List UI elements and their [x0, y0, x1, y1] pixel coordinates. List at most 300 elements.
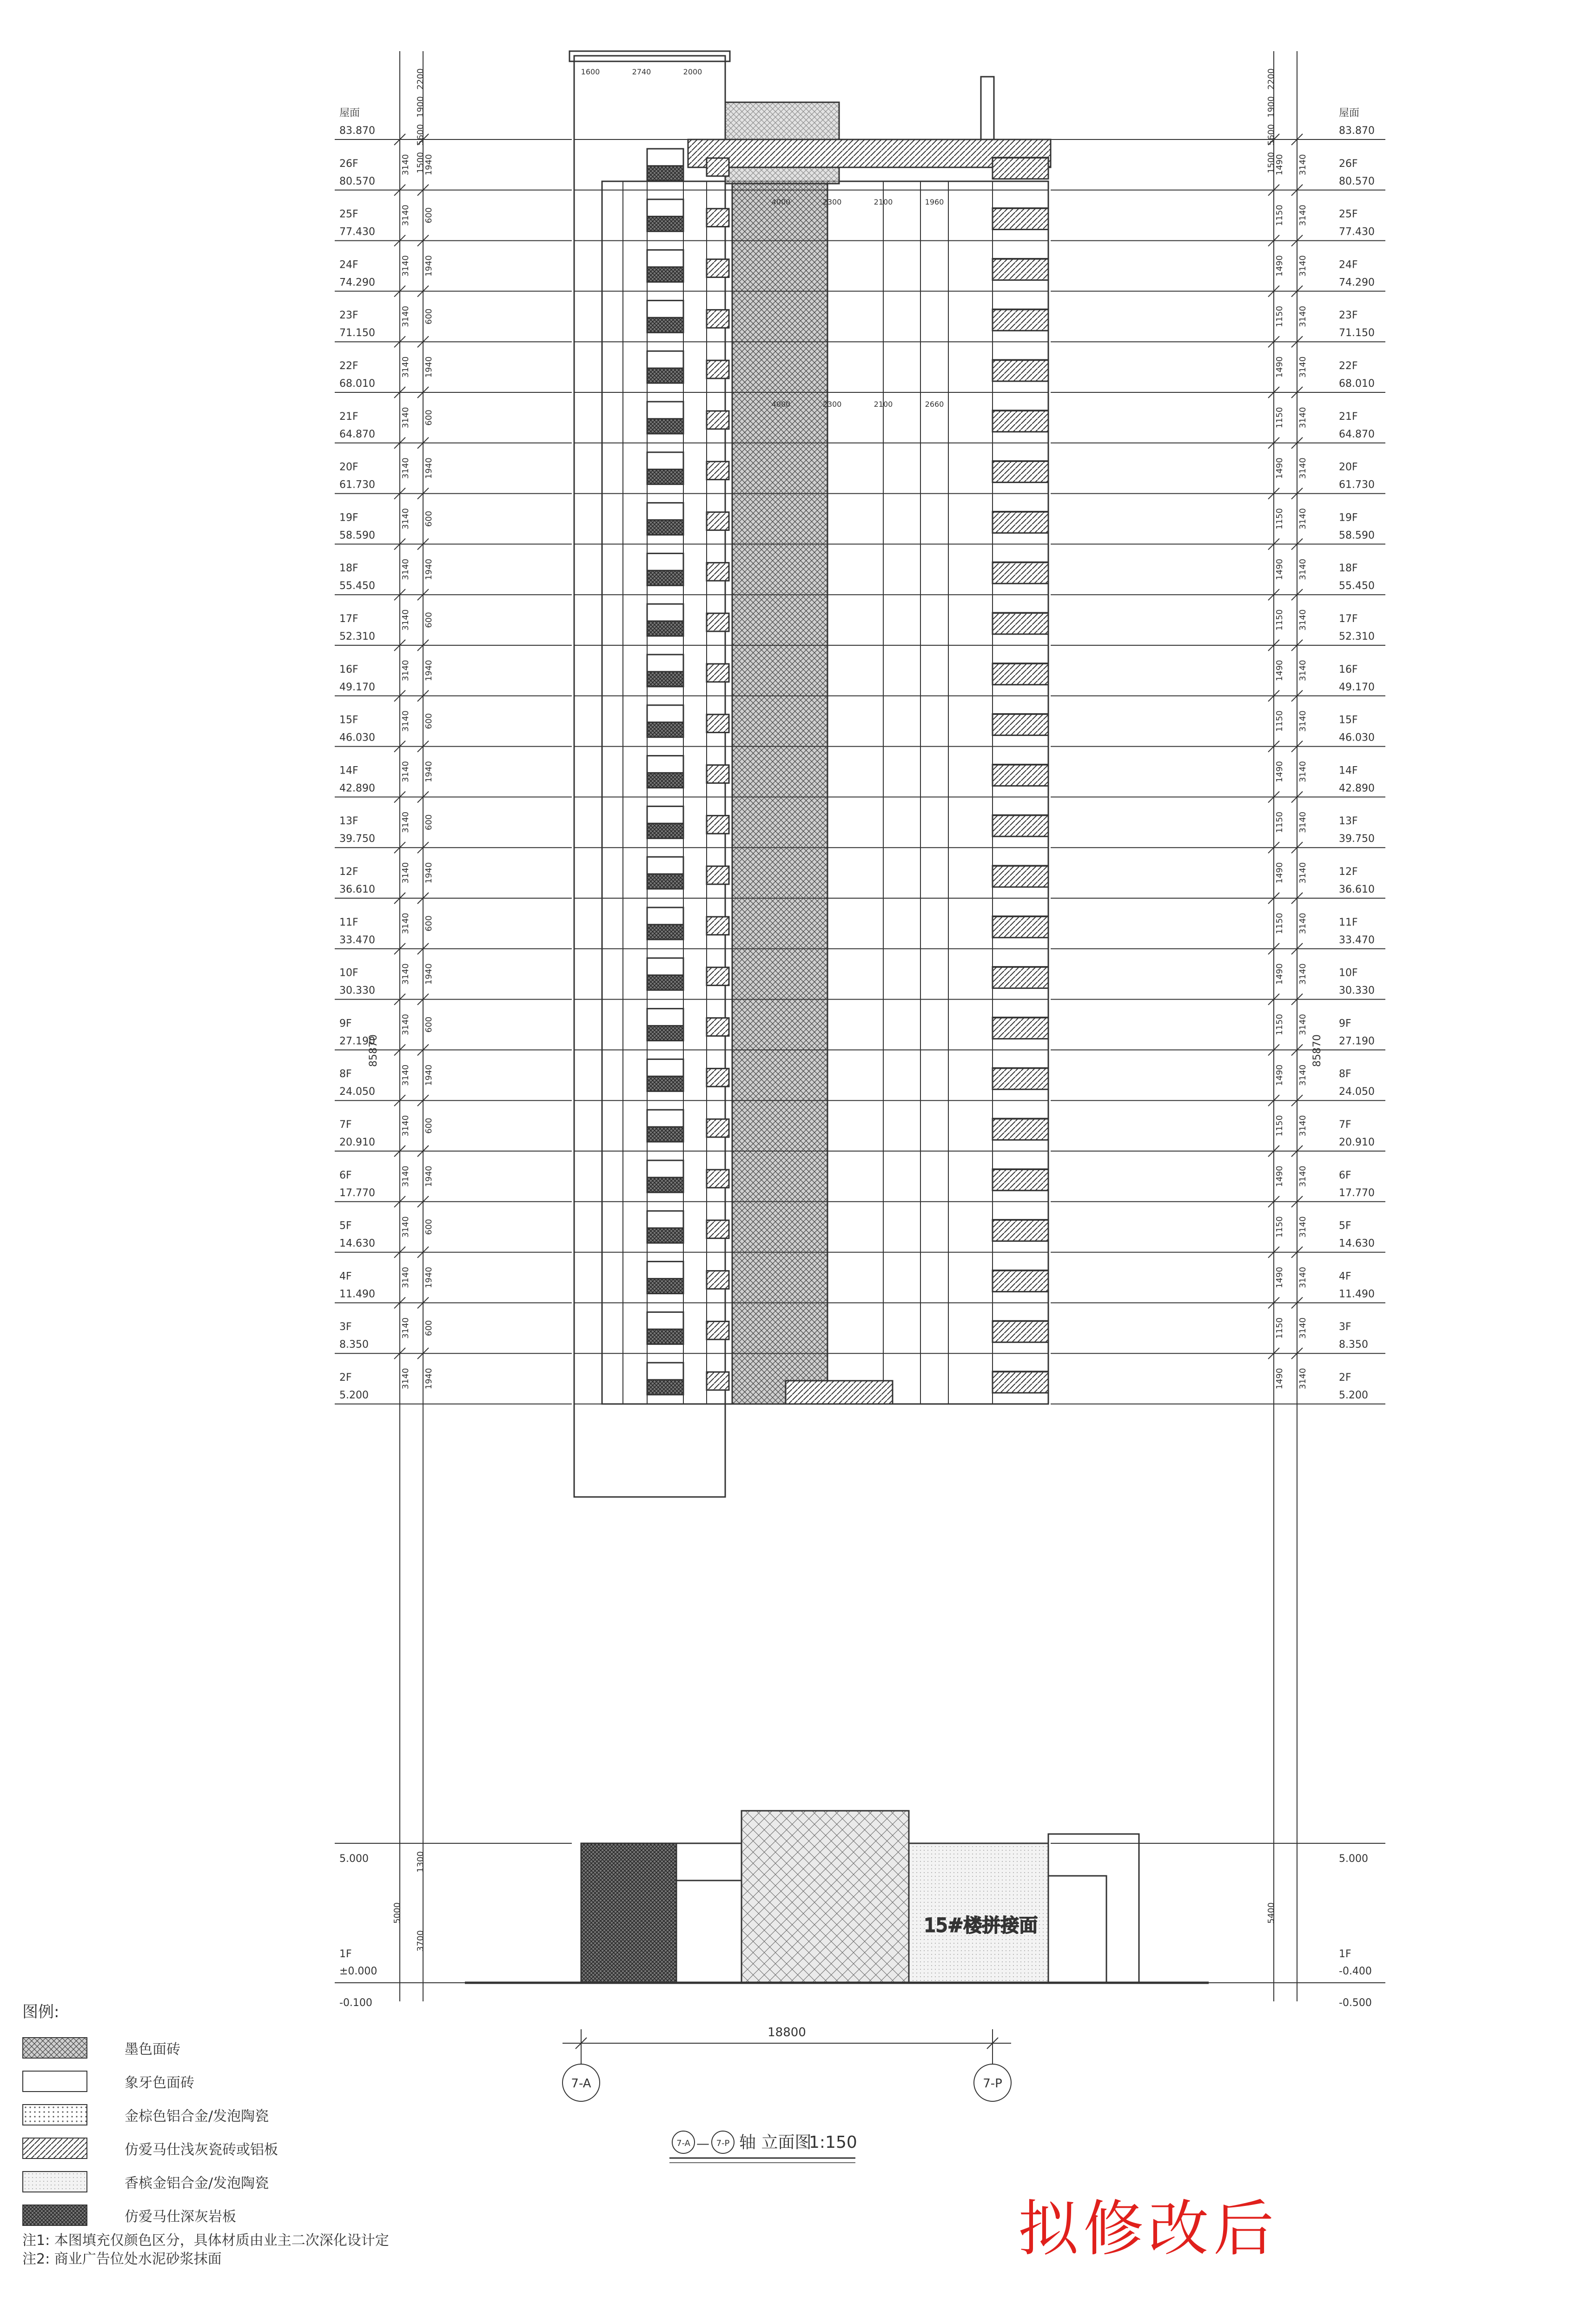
- dim-left-inner-label: 1940: [424, 761, 434, 782]
- level-floor-label: 21F: [339, 411, 358, 423]
- level-elevation-label: 24.050: [1339, 1086, 1375, 1098]
- dim-upper-label: 2100: [874, 198, 893, 206]
- dim-right-inner-label: 1490: [1275, 1165, 1284, 1187]
- balcony-right: [993, 411, 1048, 432]
- dim-right-inner-label: 1150: [1275, 811, 1284, 833]
- dim-right-inner-label: 1150: [1275, 710, 1284, 732]
- level-floor-label: 18F: [1339, 563, 1358, 575]
- level-elevation-label: 20.910: [1339, 1137, 1375, 1148]
- legend-swatch: [22, 2037, 87, 2059]
- drawing-scale: 1:150: [809, 2133, 857, 2152]
- level-elevation-label: 68.010: [1339, 378, 1375, 390]
- level-floor-label: 1F: [1339, 1948, 1351, 1960]
- balcony-right: [993, 1371, 1048, 1393]
- level-elevation-label: 27.190: [339, 1035, 375, 1047]
- dim-left-outer-label: 3140: [401, 1064, 410, 1086]
- level-floor-label: 2F: [1339, 1372, 1351, 1384]
- level-floor-label: 26F: [339, 158, 358, 170]
- dim-right-inner-label: 1150: [1275, 1216, 1284, 1238]
- level-elevation-label: 39.750: [339, 833, 375, 845]
- spandrel-left: [647, 1127, 683, 1142]
- spandrel-left: [647, 672, 683, 687]
- level-elevation-label: 83.870: [1339, 125, 1375, 137]
- dim-left-outer-label: 3140: [401, 305, 410, 327]
- dim-right-outer-label: 3140: [1298, 913, 1308, 934]
- legend-item: [22, 2132, 441, 2165]
- level-elevation-label: -0.400: [1339, 1966, 1372, 1977]
- note-1: 注1: 本图填充仅颜色区分，具体材质由业主二次深化设计定: [22, 2232, 389, 2249]
- dim-left-inner-label: 600: [424, 713, 434, 729]
- dim-left-outer-label: 3140: [401, 1317, 410, 1339]
- dim-left-outer-label: 3140: [401, 508, 410, 530]
- dim-right-inner-label: 1490: [1275, 457, 1284, 479]
- level-elevation-label: ±0.000: [339, 1966, 377, 1977]
- level-floor-label: 20F: [339, 461, 358, 473]
- spandrel-left: [647, 1178, 683, 1192]
- legend-swatch-fill: [23, 2205, 87, 2226]
- legend-items: [22, 2031, 441, 2232]
- spandrel-left: [647, 1228, 683, 1243]
- balcony-right: [993, 1220, 1048, 1241]
- legend-label: 象牙色面砖: [125, 2075, 194, 2091]
- dim-left-outer-label: 3140: [401, 1165, 410, 1187]
- roof-chimney: [981, 77, 994, 139]
- spandrel-left: [647, 470, 683, 484]
- dim-left-inner-label: 1940: [424, 1368, 434, 1390]
- spandrel-left: [647, 318, 683, 332]
- dim-top-right: 5600: [1266, 124, 1276, 146]
- dim-right-outer-label: 3140: [1298, 205, 1308, 226]
- level-floor-label: 17F: [1339, 613, 1358, 625]
- dim-left-outer-label: 3140: [401, 811, 410, 833]
- level-elevation-label: 49.170: [339, 681, 375, 693]
- level-floor-label: 10F: [1339, 967, 1358, 979]
- dim-left-outer-label: 3140: [401, 356, 410, 378]
- dim-left-inner-label: 1940: [424, 1165, 434, 1187]
- dim-roof-label: 1600: [581, 67, 600, 76]
- balcony-right: [993, 461, 1048, 483]
- dim-left-inner-label: 600: [424, 1320, 434, 1336]
- level-elevation-label: 58.590: [339, 530, 375, 542]
- note-2: 注2: 商业广告位处水泥砂浆抹面: [22, 2251, 222, 2267]
- title-axis-right: 7-P: [716, 2139, 730, 2148]
- dim-mid-label: 2100: [874, 400, 893, 409]
- dim-right-outer-label: 3140: [1298, 1014, 1308, 1035]
- spandrel-left: [647, 773, 683, 788]
- balcony-right: [993, 1169, 1048, 1191]
- balcony-right: [993, 1119, 1048, 1140]
- level-elevation-label: 49.170: [1339, 681, 1375, 693]
- level-floor-label: 6F: [339, 1169, 352, 1181]
- dim-left-outer-label: 3140: [401, 1368, 410, 1390]
- dim-right-outer-label: 3140: [1298, 811, 1308, 833]
- balcony-window: [707, 866, 729, 884]
- level-floor-label: 23F: [339, 310, 358, 322]
- spandrel-left: [647, 419, 683, 434]
- dim-right-outer-label: 3140: [1298, 1368, 1308, 1390]
- dim-upper-label: 4000: [771, 198, 791, 206]
- spandrel-left: [647, 267, 683, 282]
- level-floor-label: 6F: [1339, 1169, 1351, 1181]
- dim-right-outer-label: 3140: [1298, 305, 1308, 327]
- dim-right-outer-label: 3140: [1298, 609, 1308, 631]
- dim-left-outer-label: 3140: [401, 963, 410, 985]
- balcony-right: [993, 916, 1048, 938]
- drawing-title: 轴 立面图: [739, 2133, 812, 2152]
- level-elevation-label: 42.890: [1339, 782, 1375, 795]
- dim-right-inner-label: 1150: [1275, 508, 1284, 530]
- core-tile-panel: [732, 181, 827, 1404]
- level-elevation-label: 36.610: [339, 884, 375, 895]
- legend-swatch: [22, 2138, 87, 2159]
- overall-width-label: 18800: [768, 2026, 806, 2039]
- dim-upper-label: 2300: [822, 198, 842, 206]
- level-floor-label: 8F: [339, 1068, 352, 1080]
- dim-right-inner-label: 1490: [1275, 761, 1284, 782]
- level-elevation-label: 71.150: [339, 327, 375, 339]
- balcony-right: [993, 663, 1048, 685]
- level-floor-label: 23F: [1339, 310, 1358, 322]
- balcony-window: [707, 1220, 729, 1238]
- level-elevation-label: 80.570: [1339, 175, 1375, 187]
- level-elevation-label: 64.870: [1339, 428, 1375, 440]
- dim-right-outer-label: 3140: [1298, 862, 1308, 884]
- dim-left-outer-label: 3140: [401, 255, 410, 277]
- balcony-right: [993, 866, 1048, 887]
- level-elevation-label: 77.430: [339, 226, 375, 238]
- dim-right-outer-label: 3140: [1298, 1064, 1308, 1086]
- level-floor-label: 屋面: [1339, 107, 1360, 119]
- dim-left-inner-label: 1940: [424, 963, 434, 985]
- balcony-right: [993, 511, 1048, 533]
- dim-left-inner-label: 600: [424, 814, 434, 830]
- dim-left-outer-label: 3140: [401, 609, 410, 631]
- balcony-window: [707, 1271, 729, 1289]
- level-floor-label: 3F: [1339, 1321, 1351, 1333]
- level-elevation-label: 24.050: [339, 1086, 375, 1098]
- dim-left-inner-label: 1940: [424, 356, 434, 378]
- balcony-right: [993, 815, 1048, 836]
- balcony-window: [707, 1170, 729, 1188]
- level-floor-label: 12F: [339, 866, 358, 878]
- dim-left-inner-label: 600: [424, 612, 434, 628]
- dim-base-left: 5000: [392, 1902, 402, 1924]
- level-floor-label: 18F: [339, 563, 358, 575]
- balcony-right: [993, 158, 1048, 179]
- balcony-right: [993, 309, 1048, 331]
- legend-swatch-fill: [23, 2139, 87, 2159]
- dim-left-outer-label: 3140: [401, 710, 410, 732]
- balcony-window: [707, 967, 729, 986]
- legend-swatch: [22, 2104, 87, 2125]
- level-floor-label: 8F: [1339, 1068, 1351, 1080]
- level-elevation-label: 52.310: [1339, 631, 1375, 642]
- legend-label: 墨色面砖: [125, 2041, 180, 2058]
- dim-right-inner-label: 1490: [1275, 862, 1284, 884]
- level-floor-label: 5F: [339, 1220, 352, 1232]
- level-floor-label: 22F: [339, 360, 358, 372]
- dim-left-inner-label: 600: [424, 1118, 434, 1134]
- balcony-window: [707, 1321, 729, 1339]
- level-floor-label: 13F: [339, 815, 358, 828]
- level-floor-label: 19F: [1339, 512, 1358, 524]
- level-floor-label: 1F: [339, 1948, 352, 1960]
- level-elevation-label: 61.730: [1339, 479, 1375, 491]
- dim-left-inner-label: 600: [424, 308, 434, 324]
- level-elevation-label: 46.030: [339, 732, 375, 744]
- dim-top-right: 1500: [1266, 152, 1276, 173]
- dim-right-inner-label: 1490: [1275, 1267, 1284, 1288]
- dim-left-outer-label: 3140: [401, 1267, 410, 1288]
- dim-right-outer-label: 3140: [1298, 1267, 1308, 1288]
- dim-right-outer-label: 3140: [1298, 154, 1308, 176]
- legend-item: [22, 2065, 441, 2098]
- dim-mid-label: 2660: [925, 400, 944, 409]
- legend-swatch: [22, 2071, 87, 2092]
- dim-left-outer-label: 3140: [401, 407, 410, 429]
- dim-left-outer-label: 3140: [401, 913, 410, 934]
- legend-label: 仿爱马仕浅灰瓷砖或铝板: [125, 2142, 278, 2158]
- dim-left-inner-label: 600: [424, 1219, 434, 1235]
- level-floor-label: 14F: [1339, 765, 1358, 777]
- dim-left-outer-label: 3140: [401, 457, 410, 479]
- legend-item: [22, 2198, 441, 2232]
- level-elevation-label: 71.150: [1339, 327, 1375, 339]
- legend-label: 香槟金铝合金/发泡陶瓷: [125, 2175, 269, 2192]
- level-floor-label: 24F: [1339, 259, 1358, 271]
- dim-top-right: 2200: [1266, 68, 1276, 90]
- level-floor-label: 4F: [339, 1271, 352, 1283]
- spandrel-left: [647, 925, 683, 940]
- dim-left-inner-label: 600: [424, 410, 434, 426]
- balcony-right: [993, 613, 1048, 634]
- legend-item: [22, 2165, 441, 2198]
- level-elevation-label: 20.910: [339, 1137, 375, 1148]
- dim-right-outer-label: 3140: [1298, 710, 1308, 732]
- legend-swatch-fill: [23, 2038, 87, 2059]
- dim-right-inner-label: 1150: [1275, 1014, 1284, 1035]
- level-floor-label: 14F: [339, 765, 358, 777]
- level-elevation-label: 68.010: [339, 378, 375, 390]
- balcony-right: [993, 714, 1048, 735]
- dim-top-left: 1900: [416, 96, 425, 118]
- balcony-window: [707, 917, 729, 935]
- dim-top-left: 1500: [416, 152, 425, 173]
- dim-right-inner-label: 1490: [1275, 1368, 1284, 1390]
- dim-left-outer-label: 3140: [401, 761, 410, 782]
- balcony-right: [993, 1017, 1048, 1039]
- level-below-label: -0.500: [1339, 1997, 1372, 2009]
- balcony-window: [707, 310, 729, 328]
- legend-item: [22, 2098, 441, 2132]
- parapet-label: 15#楼拼接面: [924, 1915, 1038, 1936]
- level-elevation-label: 61.730: [339, 479, 375, 491]
- dim-right-outer-label: 3140: [1298, 1317, 1308, 1339]
- spandrel-left: [647, 217, 683, 232]
- level-floor-label: 22F: [1339, 360, 1358, 372]
- level-elevation-label: 11.490: [1339, 1288, 1375, 1300]
- balcony-window: [707, 1068, 729, 1086]
- balcony-right: [993, 1270, 1048, 1291]
- dim-left-inner-label: 600: [424, 1016, 434, 1033]
- dim-right-outer-label: 3140: [1298, 508, 1308, 530]
- dim-left-inner-label: 1940: [424, 457, 434, 479]
- level-floor-label: 20F: [1339, 461, 1358, 473]
- dim-left-inner-label: 600: [424, 207, 434, 224]
- level-elevation-label: 8.350: [339, 1339, 369, 1351]
- balcony-window: [707, 715, 729, 733]
- level-elevation-label: 14.630: [1339, 1238, 1375, 1250]
- podium-dark-panel: [581, 1843, 676, 1983]
- dim-left-outer-label: 3140: [401, 558, 410, 580]
- dim-roof-label: 2000: [683, 67, 702, 76]
- spandrel-left: [647, 166, 683, 181]
- spandrel-left: [647, 1380, 683, 1395]
- balcony-window: [707, 209, 729, 227]
- balcony-window: [707, 411, 729, 429]
- dim-right-inner-label: 1150: [1275, 305, 1284, 327]
- balcony-window: [707, 1372, 729, 1390]
- dim-right-inner-label: 1490: [1275, 255, 1284, 277]
- level-floor-label: 13F: [1339, 815, 1358, 828]
- building-elevation: [465, 51, 1209, 1983]
- level-elevation-label: 77.430: [1339, 226, 1375, 238]
- balcony-window: [707, 360, 729, 378]
- level-elevation-label: 64.870: [339, 428, 375, 440]
- balcony-right: [993, 208, 1048, 230]
- dim-right-outer-label: 3140: [1298, 457, 1308, 479]
- dim-mid-label: 4000: [771, 400, 791, 409]
- level-floor-label: 屋面: [339, 107, 360, 119]
- dim-left-inner-label: 1940: [424, 1064, 434, 1086]
- dim-base-left-2: 3700: [416, 1930, 425, 1952]
- level-elevation-label: 17.770: [339, 1187, 375, 1199]
- level-floor-label: 16F: [339, 663, 358, 675]
- spandrel-left: [647, 368, 683, 383]
- dim-left-outer-label: 3140: [401, 1115, 410, 1137]
- level-elevation-label: 39.750: [1339, 833, 1375, 845]
- level-elevation-label: 46.030: [1339, 732, 1375, 744]
- dim-right-inner-label: 1490: [1275, 660, 1284, 682]
- dim-left-inner-label: 600: [424, 510, 434, 527]
- dim-left-outer-label: 3140: [401, 205, 410, 226]
- level-elevation-label: 17.770: [1339, 1187, 1375, 1199]
- level-elevation-label: 80.570: [339, 175, 375, 187]
- dim-right-outer-label: 3140: [1298, 660, 1308, 682]
- dim-right-outer-label: 3140: [1298, 407, 1308, 429]
- legend-swatch: [22, 2205, 87, 2226]
- notes: [22, 2231, 389, 2269]
- entrance-door: [676, 1880, 741, 1983]
- level-floor-label: 11F: [1339, 916, 1358, 928]
- dim-right-outer-label: 3140: [1298, 356, 1308, 378]
- level-floor-label: 25F: [1339, 208, 1358, 220]
- dim-right-inner-label: 1490: [1275, 356, 1284, 378]
- dim-left-inner-label: 1940: [424, 1267, 434, 1288]
- dim-total-height-left: 85870: [368, 1034, 379, 1067]
- legend-title: 图例:: [22, 2003, 60, 2021]
- balcony-window: [707, 512, 729, 530]
- dim-left-inner-label: 1940: [424, 154, 434, 176]
- balcony-window: [707, 765, 729, 783]
- dim-mid-label: 2300: [822, 400, 842, 409]
- spandrel-left: [647, 621, 683, 636]
- balcony-right: [993, 1068, 1048, 1089]
- balcony-window: [707, 563, 729, 581]
- level-mid-label: 5.000: [339, 1853, 369, 1865]
- balcony-right: [993, 258, 1048, 280]
- legend-swatch: [22, 2171, 87, 2192]
- spandrel-left: [647, 722, 683, 737]
- level-elevation-label: 52.310: [339, 631, 375, 642]
- spandrel-left: [647, 1278, 683, 1293]
- dim-total-height-right: 85870: [1311, 1034, 1323, 1067]
- dim-right-inner-label: 1150: [1275, 1317, 1284, 1339]
- legend-item: [22, 2031, 441, 2065]
- level-floor-label: 7F: [1339, 1119, 1351, 1131]
- level-elevation-label: 74.290: [1339, 277, 1375, 289]
- legend-swatch-fill: [23, 2105, 87, 2125]
- dim-top-left: 5600: [416, 124, 425, 146]
- dim-right-outer-label: 3140: [1298, 1216, 1308, 1238]
- dim-right-inner-label: 1150: [1275, 1115, 1284, 1137]
- dim-left-inner-label: 1940: [424, 660, 434, 682]
- dim-right-inner-label: 1490: [1275, 1064, 1284, 1086]
- balcony-window: [707, 613, 729, 631]
- side-wing: [1048, 1834, 1139, 1983]
- level-floor-label: 24F: [339, 259, 358, 271]
- spandrel-left: [647, 1076, 683, 1091]
- level-elevation-label: 5.200: [1339, 1390, 1368, 1401]
- dim-roof-label: 2740: [632, 67, 651, 76]
- podium-feature-wall: [741, 1811, 909, 1983]
- level-elevation-label: 83.870: [339, 125, 375, 137]
- dim-right-outer-label: 3140: [1298, 1115, 1308, 1137]
- dim-right-inner-label: 1490: [1275, 154, 1284, 176]
- level-elevation-label: 42.890: [339, 782, 375, 795]
- dim-right-inner-label: 1490: [1275, 558, 1284, 580]
- dim-base-right: 5400: [1266, 1902, 1276, 1924]
- dim-left-outer-label: 3140: [401, 862, 410, 884]
- dim-right-inner-label: 1490: [1275, 963, 1284, 985]
- dim-base-left-3: 1300: [416, 1851, 425, 1873]
- dim-right-outer-label: 3140: [1298, 761, 1308, 782]
- balcony-window: [707, 1018, 729, 1036]
- level-elevation-label: 58.590: [1339, 530, 1375, 542]
- level-elevation-label: 8.350: [1339, 1339, 1368, 1351]
- level-elevation-label: 33.470: [1339, 934, 1375, 946]
- level-floor-label: 4F: [1339, 1271, 1351, 1283]
- level-floor-label: 15F: [1339, 714, 1358, 726]
- level-elevation-label: 33.470: [339, 934, 375, 946]
- dim-right-outer-label: 3140: [1298, 1165, 1308, 1187]
- dim-upper-label: 1960: [925, 198, 944, 206]
- legend-swatch-fill: [23, 2072, 87, 2092]
- level-floor-label: 3F: [339, 1321, 352, 1333]
- level-elevation-label: 55.450: [339, 580, 375, 592]
- axis-label-left: 7-A: [571, 2077, 591, 2091]
- dim-right-outer-label: 3140: [1298, 255, 1308, 277]
- level-floor-label: 26F: [1339, 158, 1358, 170]
- balcony-right: [993, 360, 1048, 381]
- dim-right-outer-label: 3140: [1298, 558, 1308, 580]
- dim-left-outer-label: 3140: [401, 1014, 410, 1035]
- level-floor-label: 2F: [339, 1372, 352, 1384]
- level-elevation-label: 74.290: [339, 277, 375, 289]
- spandrel-left: [647, 1026, 683, 1040]
- balcony-window: [707, 664, 729, 682]
- spandrel-left: [647, 823, 683, 838]
